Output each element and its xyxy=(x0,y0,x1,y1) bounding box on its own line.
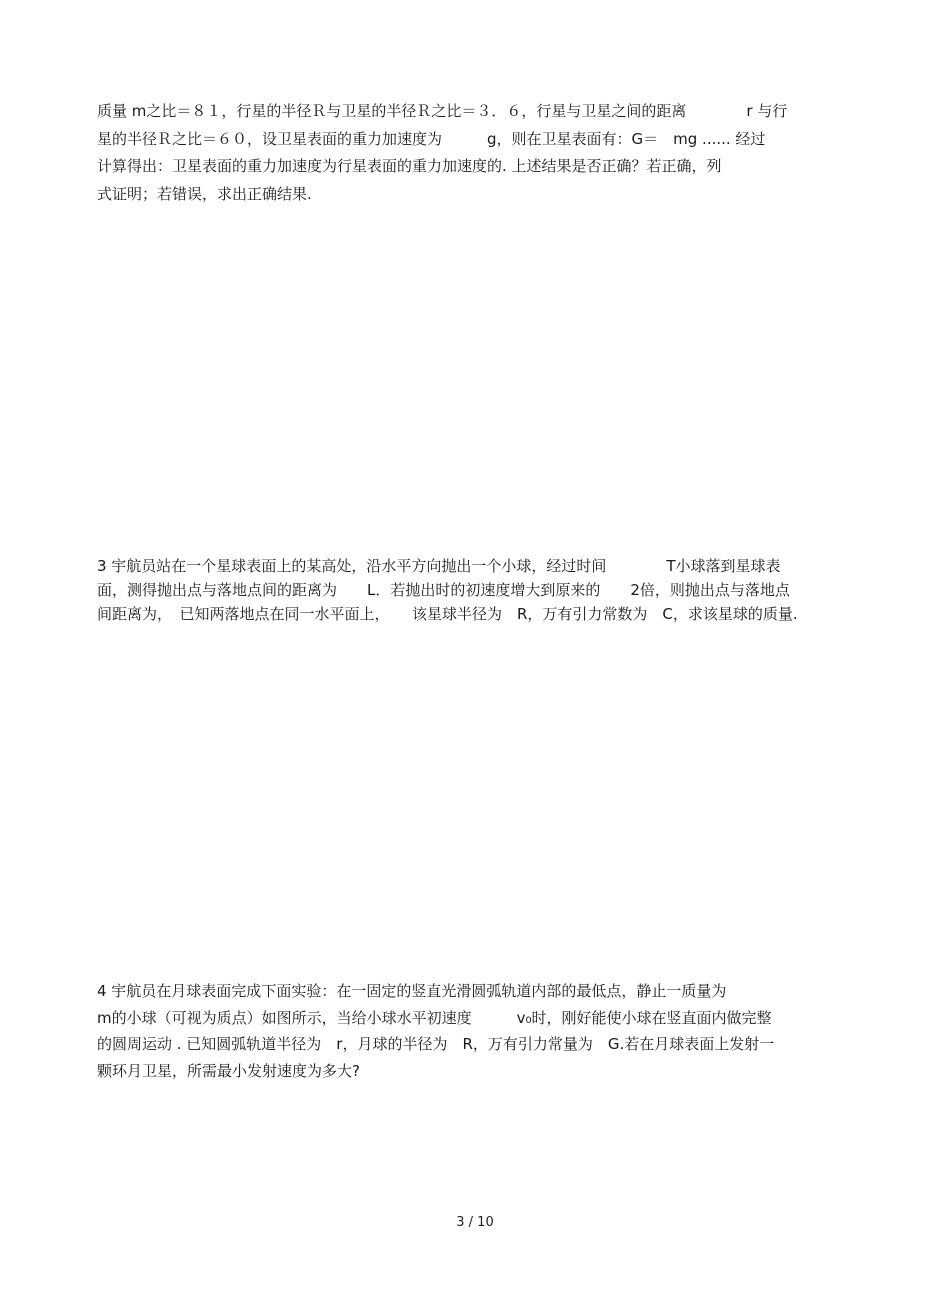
problem-3-line-3: 间距离为， 已知两落地点在同一水平面上， 该星球半径为 R，万有引力常数为 C，求该星球的质量. xyxy=(97,605,798,623)
problem-3-line-1: 3 宇航员站在一个星球表面上的某高处，沿水平方向抛出一个小球，经过时间 T小球落到星球表 xyxy=(97,557,781,575)
problem-2-line-1: 质量 m之比＝８１，行星的半径Ｒ与卫星的半径Ｒ之比＝３．６，行星与卫星之间的距离 r 与行 xyxy=(97,102,788,120)
problem-3-line-2: 面，测得抛出点与落地点间的距离为 L．若抛出时的初速度增大到原来的 2倍，则抛出点与落地点 xyxy=(97,581,790,599)
problem-2-line-2: 星的半径Ｒ之比＝６０，设卫星表面的重力加速度为 g，则在卫星表面有：G＝ mg ...... 经过 xyxy=(97,130,766,148)
page-number: 3 / 10 xyxy=(456,1215,494,1230)
problem-2-line-3: 计算得出：卫星表面的重力加速度为行星表面的重力加速度的. 上述结果是否正确？若正确，列 xyxy=(97,157,722,175)
problem-2-line-4: 式证明；若错误，求出正确结果. xyxy=(97,185,312,203)
problem-4-line-1: 4 宇航员在月球表面完成下面实验：在一固定的竖直光滑圆弧轨道内部的最低点，静止一质量为 xyxy=(97,982,727,1000)
problem-4-line-2: m的小球（可视为质点）如图所示，当给小球水平初速度 v₀时，刚好能使小球在竖直面内做完整 xyxy=(97,1009,772,1027)
problem-4-line-3: 的圆周运动 . 已知圆弧轨道半径为 r，月球的半径为 R，万有引力常量为 G.若在月球表面上发射一 xyxy=(97,1035,775,1053)
problem-4-line-4: 颗环月卫星，所需最小发射速度为多大? xyxy=(97,1062,360,1080)
